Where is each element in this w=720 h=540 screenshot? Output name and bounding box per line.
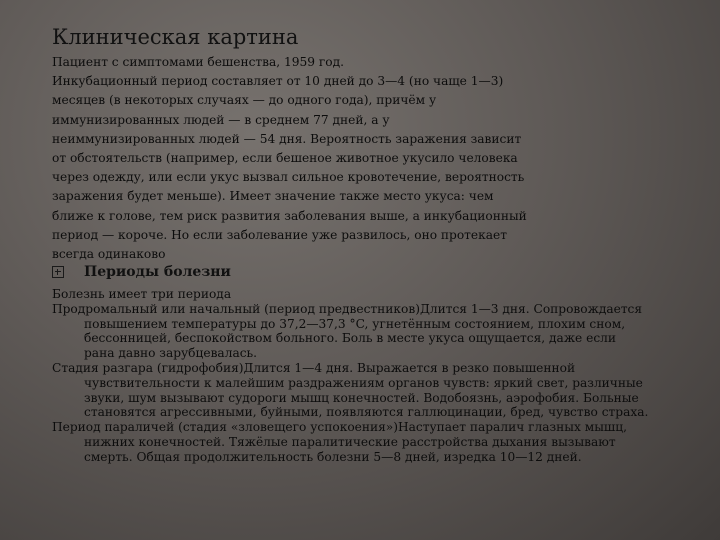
period-paralysis	[52, 420, 712, 464]
body-line: Период параличей (стадия «зловещего успокоения»)Наступает паралич глазных мышц,	[52, 420, 627, 435]
body-line: Стадия разгара (гидрофобия)Длится 1—4 дня. Выражается в резко повышенной	[52, 360, 576, 375]
square-bullet-icon	[52, 266, 64, 278]
body-line: бессонницей, беспокойством больного. Боль в месте укуса ощущается, даже если	[84, 331, 617, 346]
intro-line: от обстоятельств (например, если бешеное животное укусило человека	[52, 151, 518, 166]
intro-line: месяцев (в некоторых случаях — до одного года), причём у	[52, 93, 437, 108]
intro-line: через одежду, или если укус вызвал сильное кровотечение, вероятность	[52, 170, 525, 185]
subheading-text: Периоды болезни	[84, 264, 231, 280]
body-line: Болезнь имеет три периода	[52, 287, 232, 301]
intro-line: заражения будет меньше). Имеет значение также место укуса: чем	[52, 189, 494, 204]
slide-title: Клиническая картина	[52, 25, 299, 49]
intro-line: Инкубационный период составляет от 10 дней до 3—4 (но чаще 1—3)	[52, 74, 504, 89]
intro-line: неиммунизированных людей — 54 дня. Вероятность заражения зависит	[52, 131, 522, 146]
body-line: смерть. Общая продолжительность болезни 5—8 дней, изредка 10—12 дней.	[84, 449, 582, 464]
intro-text	[52, 53, 552, 264]
intro-line: период — короче. Но если заболевание уже развилось, оно протекает	[52, 227, 507, 242]
body-line: нижних конечностей. Тяжёлые паралитические расстройства дыхания вызывают	[84, 434, 616, 449]
body-line: становятся агрессивными, буйными, появляются галлюцинации, бред, чувство страха.	[84, 405, 649, 420]
body-line: звуки, шум вызывают судороги мышц конечностей. Водобоязнь, аэрофобия. Больные	[84, 390, 639, 405]
intro-line: ближе к голове, тем риск развития заболевания выше, а инкубационный	[52, 208, 527, 223]
intro-line: всегда одинаково	[52, 247, 166, 262]
body-line: рана давно зарубцевалась.	[84, 346, 258, 361]
period-hydrophobia	[52, 361, 712, 420]
body-line: чувствительности к малейшим раздражениям органов чувств: яркий свет, различные	[84, 375, 643, 390]
intro-line: иммунизированных людей — в среднем 77 дней, а у	[52, 112, 390, 127]
subheading	[52, 264, 231, 280]
intro-line: Пациент с симптомами бешенства, 1959 год.	[52, 55, 345, 69]
period-prodromal	[52, 302, 712, 361]
body-line: Продромальный или начальный (период предвестников)Длится 1—3 дня. Сопровождается	[52, 301, 643, 316]
body-line: повышением температуры до 37,2—37,3 °C, угнетённым состоянием, плохим сном,	[84, 316, 626, 331]
body-text	[52, 287, 712, 465]
